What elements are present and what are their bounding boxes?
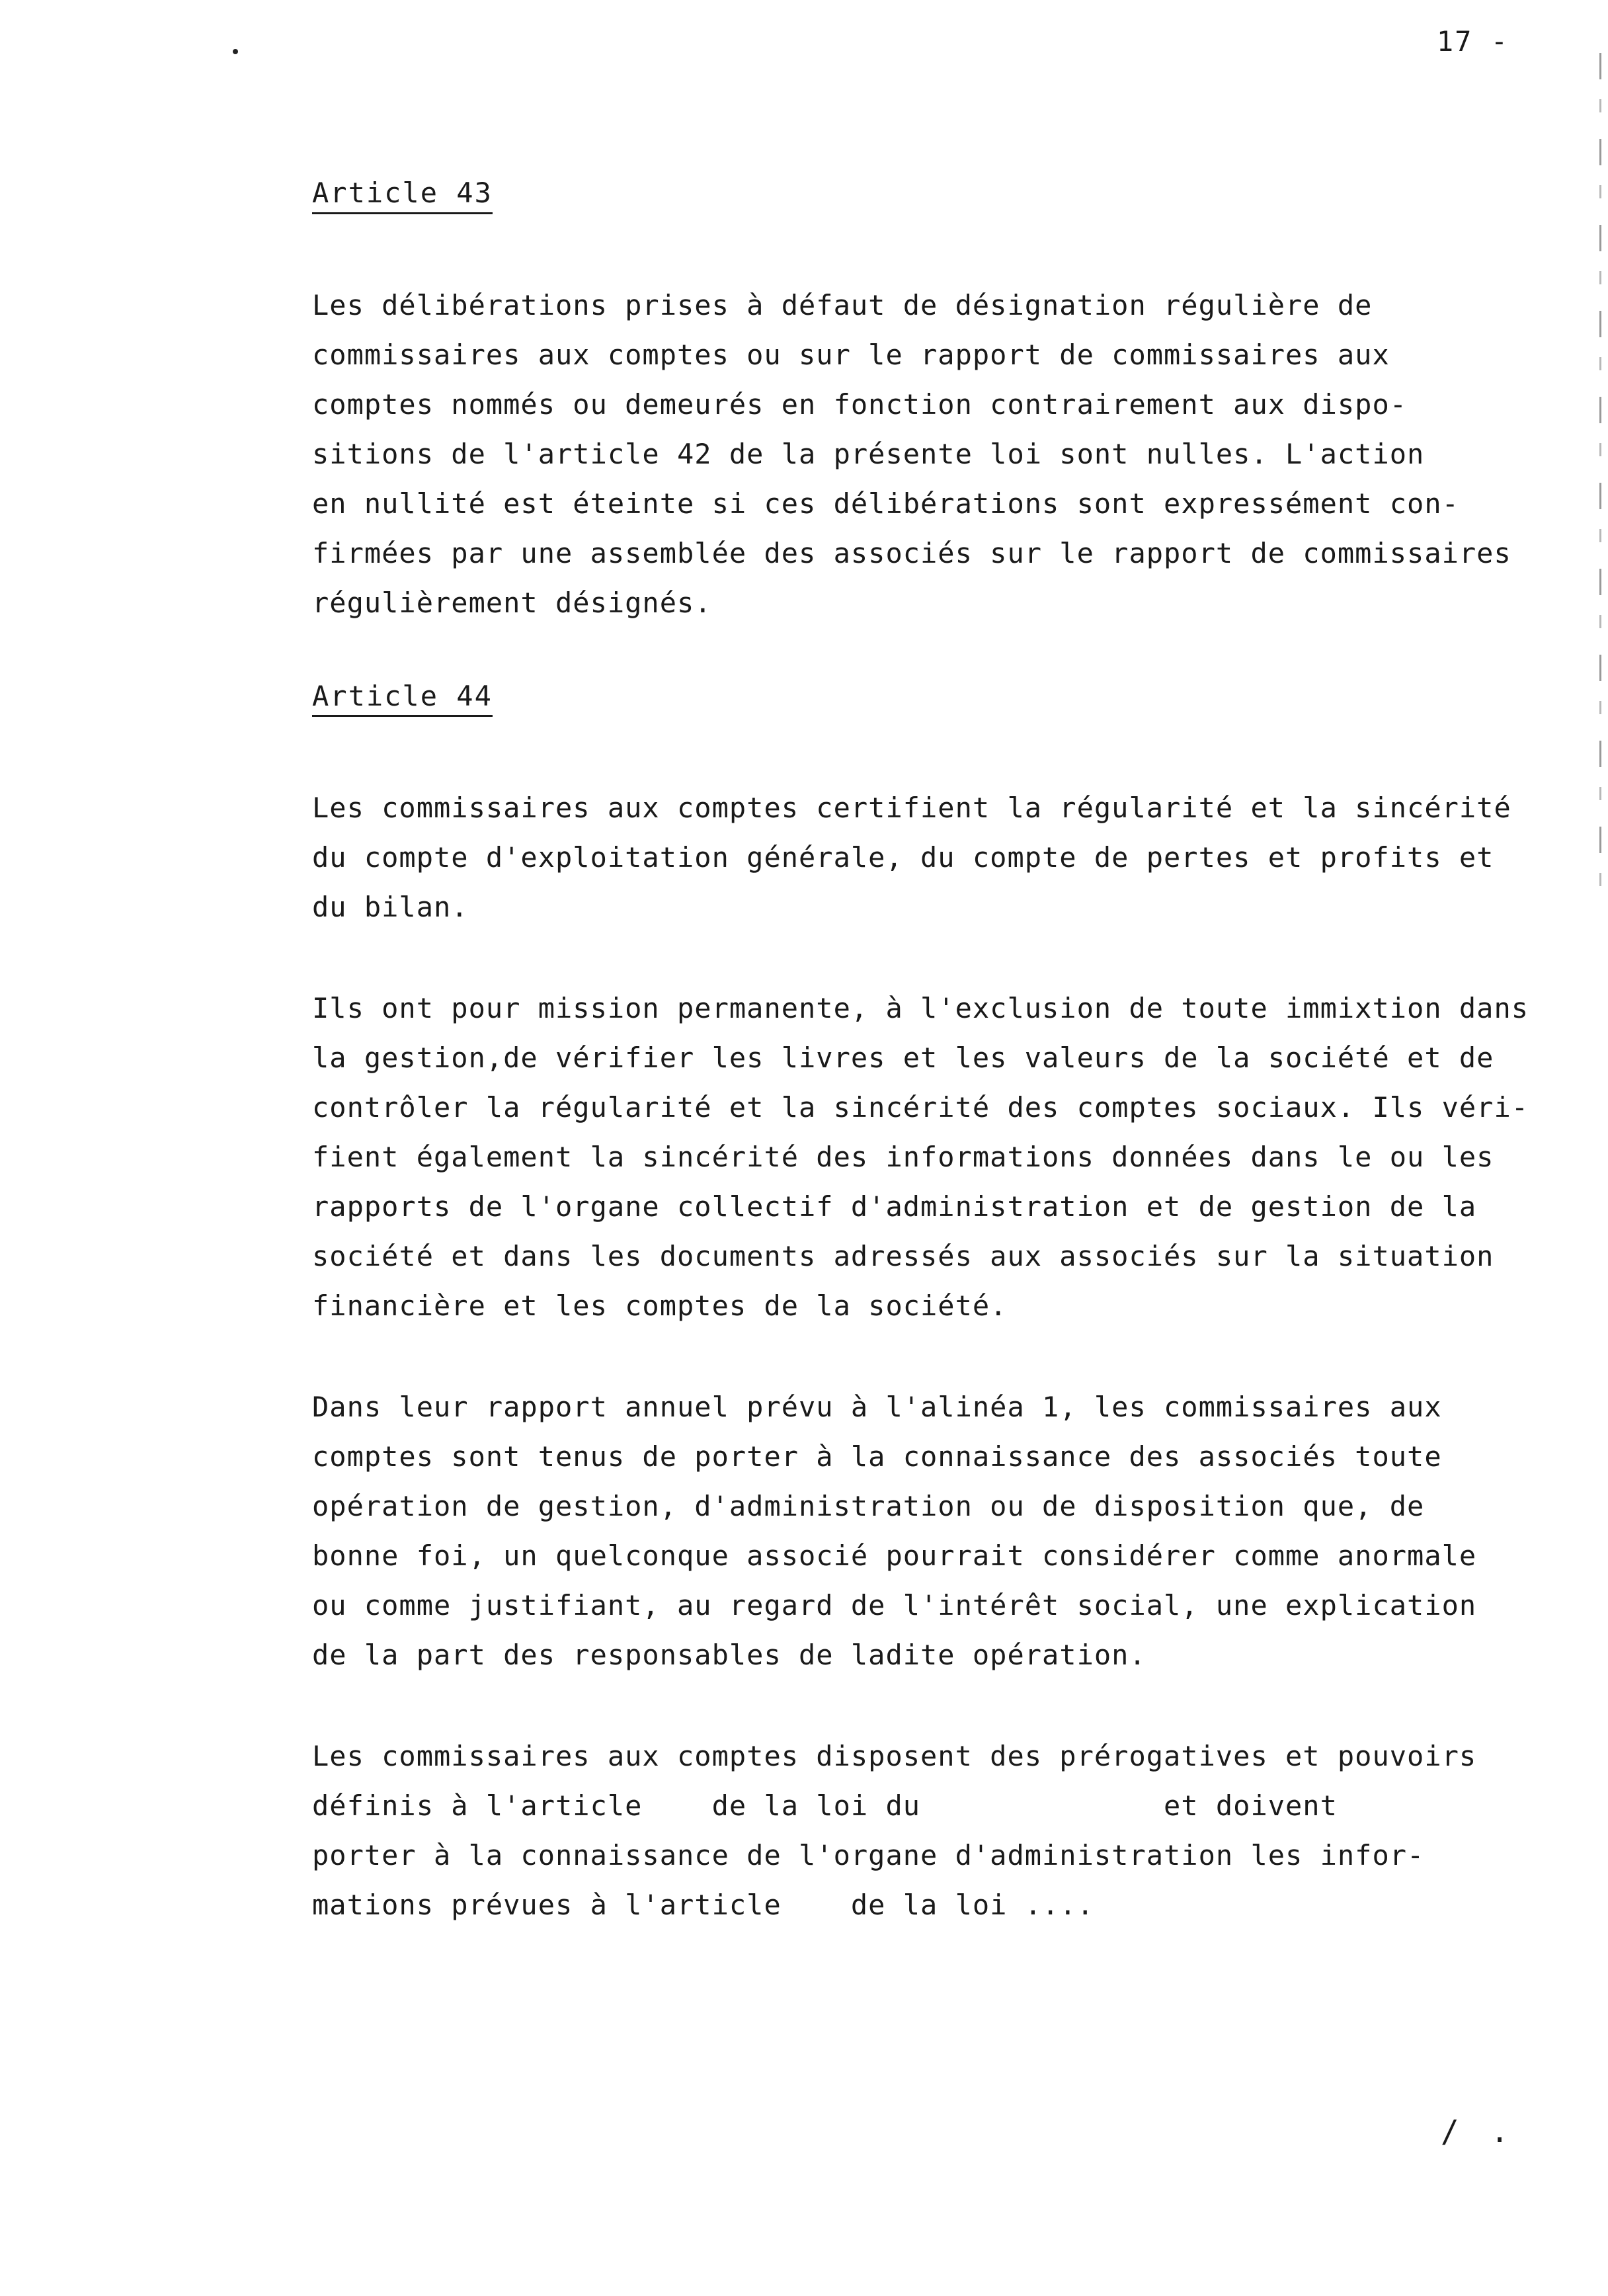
text-line: contrôler la régularité et la sincérité des comptes sociaux. Ils véri- [312, 1091, 1529, 1124]
text-line: firmées par une assemblée des associés sur le rapport de commissaires [312, 536, 1511, 569]
text-line: régulièrement désignés. [312, 586, 712, 619]
text-line: Dans leur rapport annuel prévu à l'alinéa 1, les commissaires aux [312, 1391, 1442, 1423]
continuation-mark: / . [1440, 2113, 1515, 2149]
text-line: rapports de l'organe collectif d'administration et de gestion de la [312, 1190, 1477, 1223]
text-line: en nullité est éteinte si ces délibérations sont expressément con- [312, 487, 1459, 520]
text-line: du bilan. [312, 891, 469, 923]
page-number: 17 - [1436, 25, 1509, 58]
margin-scan-line [1599, 53, 1601, 913]
text-line: Les commissaires aux comptes certifient la régularité et la sincérité [312, 792, 1511, 824]
article-44-paragraph-3 [312, 1382, 1502, 1680]
text-line: opération de gestion, d'administration ou de disposition que, de [312, 1490, 1425, 1522]
text-line: de la part des responsables de ladite opération. [312, 1639, 1146, 1671]
text-line: porter à la connaissance de l'organe d'administration les infor- [312, 1839, 1425, 1871]
text-line: Les délibérations prises à défaut de désignation régulière de [312, 288, 1373, 321]
text-line: définis à l'article de la loi du et doivent [312, 1789, 1338, 1822]
text-line: société et dans les documents adressés aux associés sur la situation [312, 1240, 1494, 1272]
article-43-heading: Article 43 [312, 176, 493, 214]
text-line: commissaires aux comptes ou sur le rapport de commissaires aux [312, 338, 1390, 371]
text-line: la gestion,de vérifier les livres et les valeurs de la société et de [312, 1042, 1494, 1074]
document-body [312, 176, 1529, 1930]
text-line: financière et les comptes de la société. [312, 1290, 1008, 1322]
text-line: ou comme justifiant, au regard de l'intérêt social, une explication [312, 1589, 1477, 1621]
text-line: sitions de l'article 42 de la présente loi sont nulles. L'action [312, 437, 1425, 470]
text-line: bonne foi, un quelconque associé pourrait considérer comme anormale [312, 1539, 1477, 1572]
text-line: comptes sont tenus de porter à la connaissance des associés toute [312, 1440, 1442, 1473]
text-line: comptes nommés ou demeurés en fonction contrairement aux dispo- [312, 388, 1408, 421]
text-line: fient également la sincérité des informations données dans le ou les [312, 1141, 1494, 1173]
article-44-paragraph-2 [312, 983, 1529, 1331]
article-44-paragraph-4 [312, 1731, 1502, 1930]
text-line: mations prévues à l'article de la loi .... [312, 1889, 1094, 1921]
article-44-paragraph-1 [312, 783, 1511, 932]
text-line: Ils ont pour mission permanente, à l'exclusion de toute immixtion dans [312, 992, 1529, 1024]
stray-mark [233, 49, 238, 54]
text-line: du compte d'exploitation générale, du compte de pertes et profits et [312, 841, 1494, 874]
article-44-heading: Article 44 [312, 679, 493, 718]
article-43-paragraph-1 [312, 280, 1511, 628]
text-line: Les commissaires aux comptes disposent des prérogatives et pouvoirs [312, 1740, 1477, 1772]
